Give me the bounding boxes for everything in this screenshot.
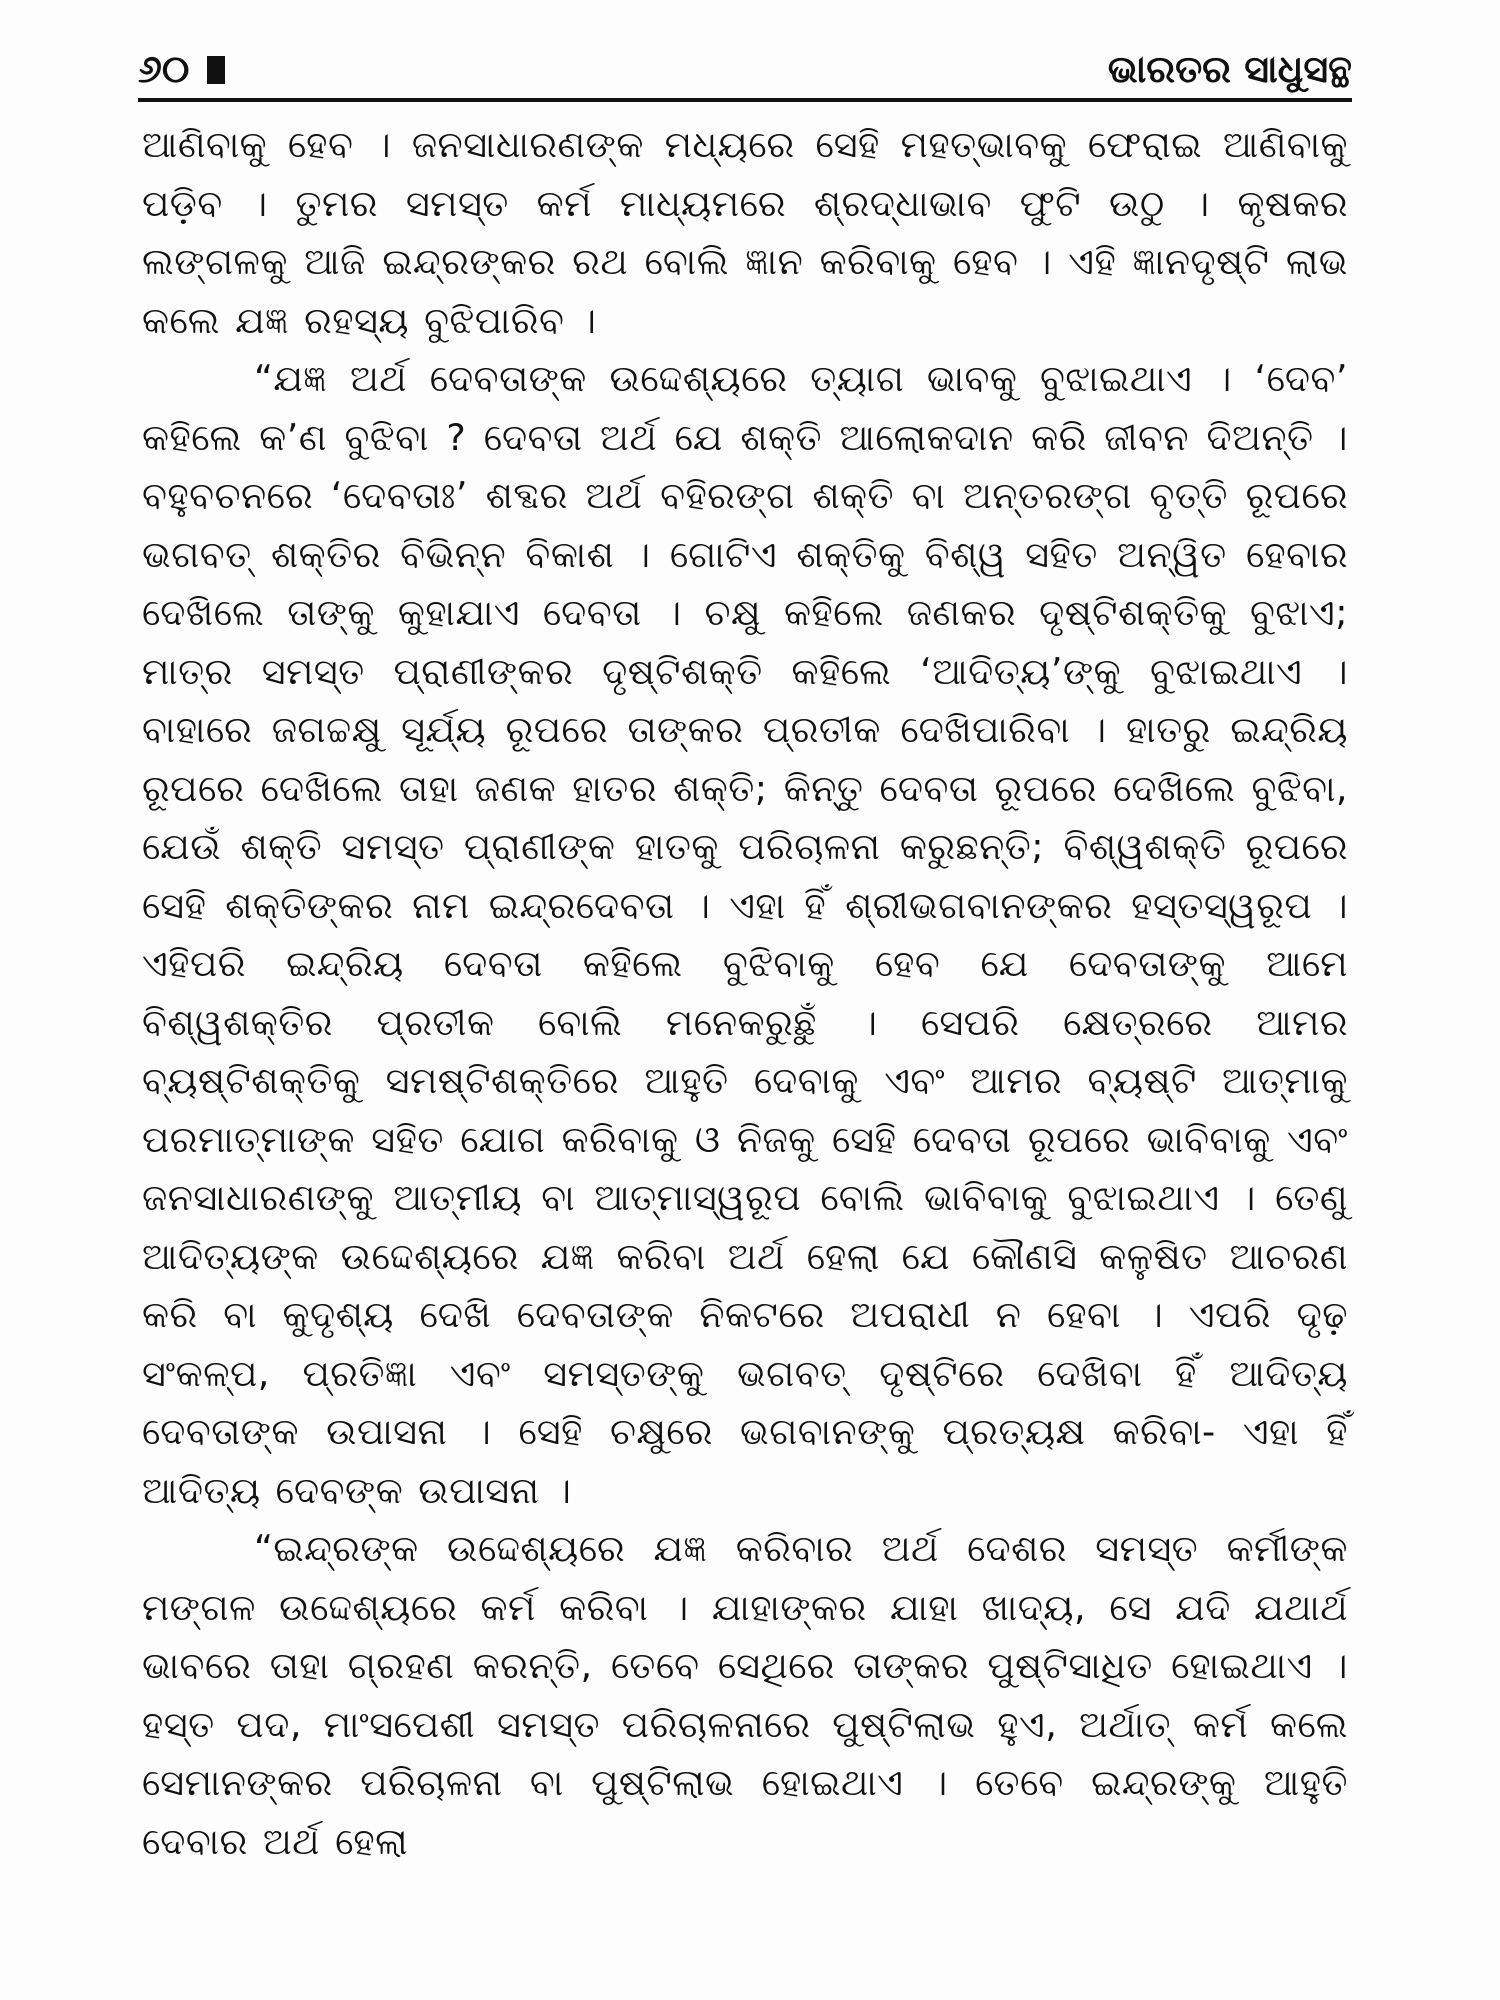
- paragraph-continuation: ଆଣିବାକୁ ହେବ । ଜନସାଧାରଣଙ୍କ ମଧ୍ୟରେ ସେହି ମହତ୍‌ଭାବକୁ ଫେରାଇ ଆଣିବାକୁ ପଡ଼ିବ । ତୁମର ସମସ୍ତ କର୍ମ ମାଧ୍ୟମରେ ଶ୍ରଦ୍ଧାଭାବ ଫୁଟି ଉଠୁ । କୃଷକର ଲଙ୍ଗଳକୁ ଆଜି ଇନ୍ଦ୍ରଙ୍କର ରଥ ବୋଲି ଜ୍ଞାନ କରିବାକୁ ହେବ । ଏହି ଜ୍ଞାନଦୃଷ୍ଟି ଲାଭ କଲେ ଯଜ୍ଞ ରହସ୍ୟ ବୁଝିପାରିବ ।: [142, 123, 1348, 342]
- square-bullet-icon: [207, 56, 225, 84]
- running-head: ଭାରତର ସାଧୁସନ୍ଥ: [1107, 47, 1352, 91]
- paragraph-indra-yajna: “ଇନ୍ଦ୍ରଙ୍କ ଉଦ୍ଦେଶ୍ୟରେ ଯଜ୍ଞ କରିବାର ଅର୍ଥ ଦେଶର ସମସ୍ତ କର୍ମୀଙ୍କ ମଙ୍ଗଳ ଉଦ୍ଦେଶ୍ୟରେ କର୍ମ କରିବା । ଯାହାଙ୍କର ଯାହା ଖାଦ୍ୟ, ସେ ଯଦି ଯଥାର୍ଥ ଭାବରେ ତାହା ଗ୍ରହଣ କରନ୍ତି, ତେବେ ସେଥିରେ ତାଙ୍କର ପୁଷ୍ଟିସାଧିତ ହୋଇଥାଏ । ହସ୍ତ ପଦ, ମାଂସପେଶୀ ସମସ୍ତ ପରିଚାଳନାରେ ପୁଷ୍ଟିଲାଭ ହୁଏ, ଅର୍ଥାତ୍ କର୍ମ କଲେ ସେମାନଙ୍କର ପରିଚାଳନା ବା ପୁଷ୍ଟିଲାଭ ହୋଇଥାଏ । ତେବେ ଇନ୍ଦ୍ରଙ୍କୁ ଆହୁତି ଦେବାର ଅର୍ଥ ହେଲା: [142, 1527, 1348, 1863]
- page-number-text: ୬୦: [138, 47, 190, 91]
- page-header: [138, 36, 1352, 98]
- header-rule: [138, 98, 1352, 102]
- body-text: [142, 116, 1348, 1871]
- paragraph-yajna-meaning: “ଯଜ୍ଞ ଅର୍ଥ ଦେବତାଙ୍କ ଉଦ୍ଦେଶ୍ୟରେ ତ୍ୟାଗ ଭାବକୁ ବୁଝାଇଥାଏ । ‘ଦେବ’ କହିଲେ କ’ଣ ବୁଝିବା ? ଦେବତା ଅର୍ଥ ଯେ ଶକ୍ତି ଆଲୋକଦାନ କରି ଜୀବନ ଦିଅନ୍ତି । ବହୁବଚନରେ ‘ଦେବତାଃ’ ଶବ୍ଦର ଅର୍ଥ ବହିରଙ୍ଗ ଶକ୍ତି ବା ଅନ୍ତରଙ୍ଗ ବୃତ୍ତି ରୂପରେ ଭଗବତ୍ ଶକ୍ତିର ବିଭିନ୍ନ ବିକାଶ । ଗୋଟିଏ ଶକ୍ତିକୁ ବିଶ୍ୱ ସହିତ ଅନ୍ୱିତ ହେବାର ଦେଖିଲେ ତାଙ୍କୁ କୁହାଯାଏ ଦେବତା । ଚକ୍ଷୁ କହିଲେ ଜଣକର ଦୃଷ୍ଟିଶକ୍ତିକୁ ବୁଝାଏ; ମାତ୍ର ସମସ୍ତ ପ୍ରାଣୀଙ୍କର ଦୃଷ୍ଟିଶକ୍ତି କହିଲେ ‘ଆଦିତ୍ୟ’ଙ୍କୁ ବୁଝାଇଥାଏ । ବାହାରେ ଜଗଚ୍ଚକ୍ଷୁ ସୂର୍ଯ୍ୟ ରୂପରେ ତାଙ୍କର ପ୍ରତୀକ ଦେଖିପାରିବା । ହାତରୁ ଇନ୍ଦ୍ରିୟ ରୂପରେ ଦେଖିଲେ ତାହା ଜଣକ ହାତର ଶକ୍ତି; କିନ୍ତୁ ଦେବତା ରୂପରେ ଦେଖିଲେ ବୁଝିବା, ଯେଉଁ ଶକ୍ତି ସମସ୍ତ ପ୍ରାଣୀଙ୍କ ହାତକୁ ପରିଚାଳନା କରୁଛନ୍ତି; ବିଶ୍ୱଶକ୍ତି ରୂପରେ ସେହି ଶକ୍ତିଙ୍କର ନାମ ଇନ୍ଦ୍ରଦେବତା । ଏହା ହିଁ ଶ୍ରୀଭଗବାନଙ୍କର ହସ୍ତସ୍ୱରୂପ । ଏହିପରି ଇନ୍ଦ୍ରିୟ ଦେବତା କହିଲେ ବୁଝିବାକୁ ହେବ ଯେ ଦେବତାଙ୍କୁ ଆମେ ବିଶ୍ୱଶକ୍ତିର ପ୍ରତୀକ ବୋଲି ମନେକରୁଛୁଁ । ସେପରି କ୍ଷେତ୍ରରେ ଆମର ବ୍ୟଷ୍ଟିଶକ୍ତିକୁ ସମଷ୍ଟିଶକ୍ତିରେ ଆହୁତି ଦେବାକୁ ଏବଂ ଆମର ବ୍ୟଷ୍ଟି ଆତ୍ମାକୁ ପରମାତ୍ମାଙ୍କ ସହିତ ଯୋଗ କରିବାକୁ ଓ ନିଜକୁ ସେହି ଦେବତା ରୂପରେ ଭାବିବାକୁ ଏବଂ ଜନସାଧାରଣଙ୍କୁ ଆତ୍ମୀୟ ବା ଆତ୍ମାସ୍ୱରୂପ ବୋଲି ଭାବିବାକୁ ବୁଝାଇଥାଏ । ତେଣୁ ଆଦିତ୍ୟଙ୍କ ଉଦ୍ଦେଶ୍ୟରେ ଯଜ୍ଞ କରିବା ଅର୍ଥ ହେଲା ଯେ କୌଣସି କଳୁଷିତ ଆଚରଣ କରି ବା କୁଦୃଶ୍ୟ ଦେଖି ଦେବତାଙ୍କ ନିକଟରେ ଅପରାଧୀ ନ ହେବା । ଏପରି ଦୃଢ଼ ସଂକଳ୍ପ, ପ୍ରତିଜ୍ଞା ଏବଂ ସମସ୍ତଙ୍କୁ ଭଗବତ୍ ଦୃଷ୍ଟିରେ ଦେଖିବା ହିଁ ଆଦିତ୍ୟ ଦେବତାଙ୍କ ଉପାସନା । ସେହି ଚକ୍ଷୁରେ ଭଗବାନଙ୍କୁ ପ୍ରତ୍ୟକ୍ଷ କରିବା- ଏହା ହିଁ ଆଦିତ୍ୟ ଦେବଙ୍କ ଉପାସନା ।: [142, 357, 1348, 1512]
- page-number: [138, 44, 225, 94]
